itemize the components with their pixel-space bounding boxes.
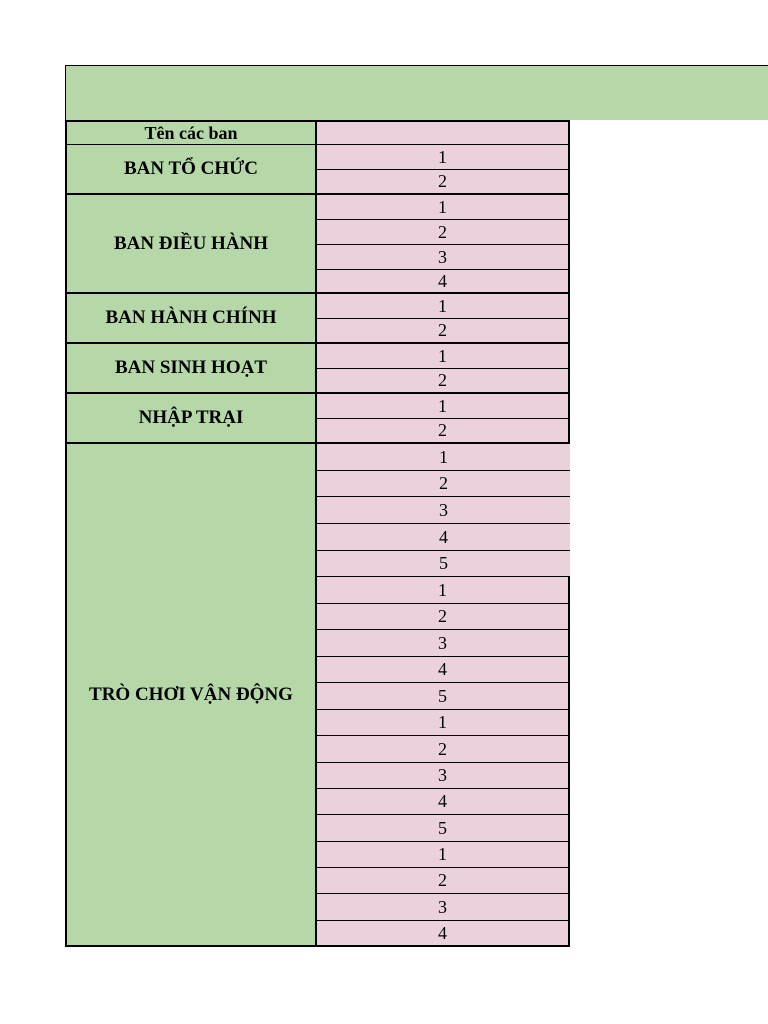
group-item-number — [317, 894, 570, 921]
group-item-number — [317, 294, 570, 319]
group-item-number — [317, 195, 570, 220]
group-item-number — [317, 657, 570, 683]
group-label — [65, 195, 317, 294]
group-item-number-text: 4 — [438, 270, 447, 291]
group-item-number-text: 2 — [438, 606, 447, 626]
group-item-number — [317, 145, 570, 170]
group-item-number — [317, 170, 570, 195]
group-item-number — [317, 419, 570, 444]
group-item-number-text: 5 — [438, 817, 447, 838]
group-item-number-text: 2 — [438, 370, 447, 390]
group-item-number — [317, 630, 570, 657]
group-item-number-text: 4 — [439, 526, 448, 547]
group-item-number-text: 2 — [438, 320, 447, 340]
group-item-number-text: 3 — [438, 765, 447, 785]
group-item-number — [317, 497, 570, 524]
group-item-number-text: 3 — [439, 499, 448, 520]
group-item-number — [317, 245, 570, 270]
group-item-number-text: 1 — [438, 146, 447, 167]
group-item-number-text: 1 — [438, 844, 447, 864]
header-group-label-text: Tên các ban — [144, 122, 238, 143]
group-item-number — [317, 842, 570, 868]
group-item-number — [317, 763, 570, 789]
group-label-text: BAN HÀNH CHÍNH — [105, 307, 277, 328]
group-item-number — [317, 369, 570, 394]
group-item-number-text: 5 — [439, 553, 448, 573]
group-label — [65, 294, 317, 344]
group-item-number-text: 5 — [438, 685, 447, 706]
group-item-number-text: 4 — [438, 791, 447, 811]
header-number-label — [317, 120, 570, 145]
group-item-number-text: 3 — [438, 632, 447, 653]
group-item-number — [317, 577, 570, 604]
group-item-number — [317, 604, 570, 630]
group-item-number — [317, 270, 570, 294]
group-label — [65, 444, 317, 947]
group-item-number — [317, 683, 570, 710]
group-item-number — [317, 921, 570, 947]
group-item-number-text: 2 — [438, 738, 447, 759]
group-item-number — [317, 815, 570, 842]
group-item-number — [317, 551, 570, 577]
group-item-number-text: 3 — [438, 246, 447, 267]
group-item-number — [317, 471, 570, 497]
group-item-number — [317, 394, 570, 419]
group-item-number — [317, 220, 570, 245]
header-group-label — [65, 120, 317, 145]
group-item-number-text: 1 — [438, 579, 447, 600]
group-item-number-text: 1 — [438, 295, 447, 316]
group-item-number-text: 2 — [438, 171, 447, 191]
group-item-number-text: 2 — [438, 221, 447, 242]
group-item-number — [317, 868, 570, 894]
group-label — [65, 145, 317, 195]
group-item-number — [317, 710, 570, 736]
group-item-number — [317, 524, 570, 551]
group-item-number — [317, 444, 570, 471]
group-item-number-text: 2 — [439, 473, 448, 493]
group-item-number-text: 1 — [438, 196, 447, 217]
group-item-number — [317, 789, 570, 815]
group-label-text: TRÒ CHƠI VẬN ĐỘNG — [89, 683, 293, 705]
group-label-text: BAN SINH HOẠT — [114, 357, 268, 378]
group-item-number-text: 1 — [438, 712, 447, 732]
group-item-number-text: 1 — [438, 395, 447, 416]
group-item-number-text: 2 — [438, 870, 447, 890]
group-label-text: BAN TỔ CHỨC — [123, 158, 259, 179]
group-label-text: BAN ĐIỀU HÀNH — [113, 232, 269, 254]
group-item-number-text: 1 — [439, 446, 448, 467]
group-item-number-text: 4 — [438, 659, 447, 679]
group-item-number — [317, 319, 570, 344]
group-item-number-text: 4 — [438, 922, 447, 943]
title-banner — [65, 65, 768, 120]
group-label-text: NHẬP TRẠI — [138, 407, 244, 428]
group-item-number-text: 1 — [438, 345, 447, 366]
group-label — [65, 394, 317, 444]
group-item-number-text: 2 — [438, 420, 447, 440]
group-item-number — [317, 344, 570, 369]
group-item-number — [317, 736, 570, 763]
group-label — [65, 344, 317, 394]
group-item-number-text: 3 — [438, 896, 447, 917]
